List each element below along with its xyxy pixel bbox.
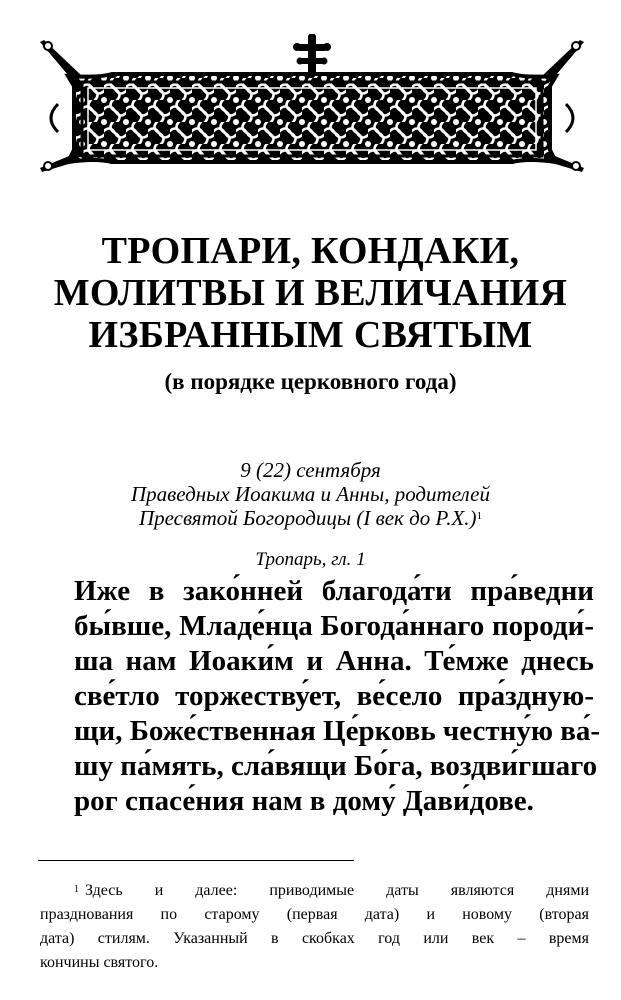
troparion-line: све́тло торжеству́ет, ве́село пра́здную- [74,680,594,712]
cross-icon [293,34,331,72]
footnote [40,879,589,975]
footnote-number: 1 [74,884,79,895]
title-line: ИЗБРАННЫМ СВЯТЫМ [88,314,533,356]
feast-heading [0,458,621,530]
footnote-line: дата) стилям. Указанный в скобках год или век – время [40,930,589,947]
title-line: ТРОПАРИ, КОНДАКИ, [101,230,520,272]
troparion-text [74,574,601,819]
page-title [0,230,621,356]
footnote-line: празднования по старому (первая дата) и новому (вторая [40,906,589,923]
page-subtitle: (в порядке церковного года) [164,369,457,394]
troparion-line: щи, Боже́ственная Це́рковь честну́ю ва́- [74,715,601,747]
troparion-line: бы́вше, Младе́нца Богода́ннаго породи́- [74,610,594,642]
footnote-line: $^1$ Здесь и далее: приводимые даты являются днями [74,882,589,899]
troparion-line: ша нам Иоаки́м и Анна. Те́мже днесь [74,645,594,677]
troparion-heading: Тропарь, гл. 1 [255,549,366,570]
troparion-line: Иже в зако́нней благода́ти пра́ведни [74,575,594,607]
headpiece-ornament [38,34,586,174]
footnote-divider [38,860,354,861]
footnote-ref: 1 [476,510,483,522]
troparion-line: шу па́мять, сла́вящи Бо́га, воздви́гшаго [74,750,598,782]
feast-date: 9 (22) сентября [240,458,381,482]
footnote-line: кончины святого. [40,954,159,971]
feast-name-line: Праведных Иоакима и Анны, родителей [131,482,490,506]
title-line: МОЛИТВЫ И ВЕЛИЧАНИЯ [53,272,568,314]
troparion-line: рог спасе́ния нам в дому́ Дави́дове. [74,785,534,817]
feast-name-line: Пресвятой Богородицы (I век до Р.Х.)$^1$ [138,506,483,530]
